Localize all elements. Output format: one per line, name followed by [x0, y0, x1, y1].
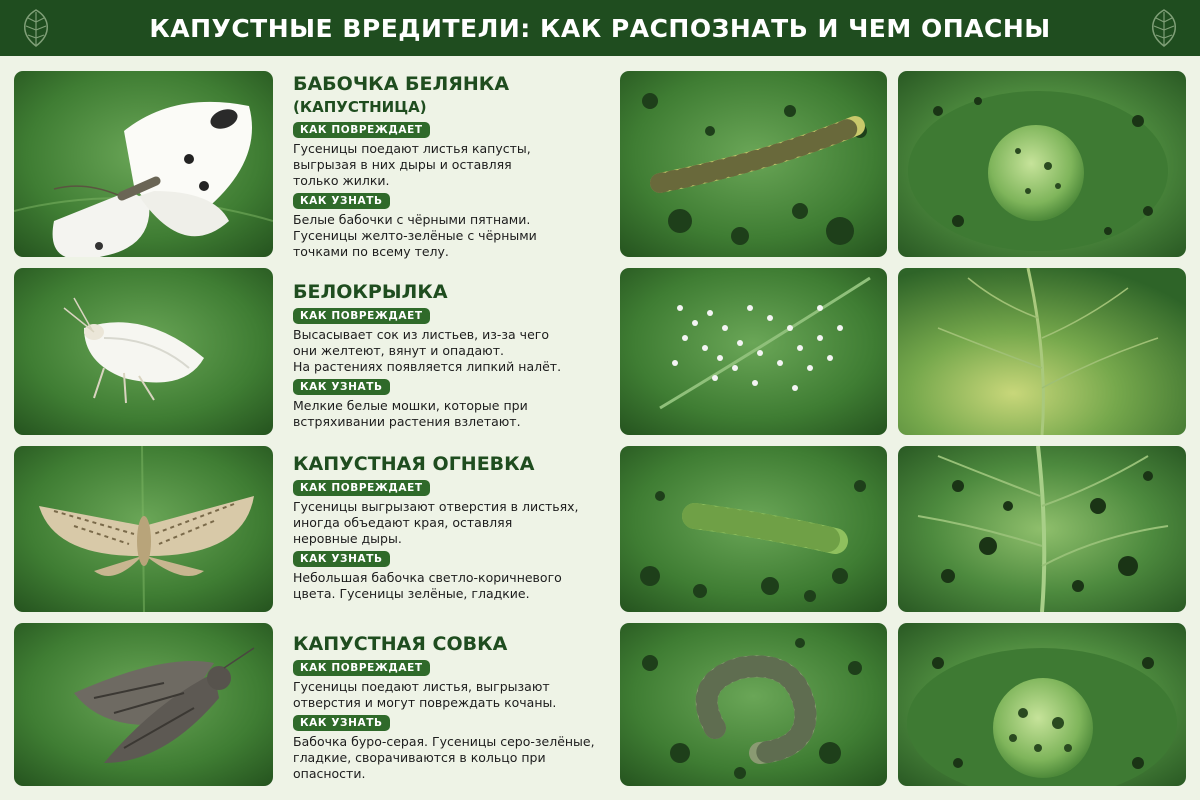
pest-alt-name: (КАПУСТНИЦА) — [293, 98, 427, 116]
owlet-moth-photo — [14, 623, 273, 786]
whitefly-colony-photo — [620, 268, 887, 435]
identify-description: Белые бабочки с чёрными пятнами. Гусеницы желто-зелёные с чёрными точками по всему телу. — [293, 212, 537, 259]
pest-name: БАБОЧКА БЕЛЯНКА — [293, 73, 510, 95]
identify-description: Мелкие белые мошки, которые при встряхивании растения взлетают. — [293, 398, 528, 429]
damage-description: Гусеницы поедают листья капусты, выгрызая в них дыры и оставляя только жилки. — [293, 141, 531, 188]
identify-badge: КАК УЗНАТЬ — [293, 551, 390, 567]
leaf-decoration-icon — [1142, 6, 1186, 50]
identify-description: Бабочка буро-серая. Гусеницы серо-зелёные, гладкие, сворачиваются в кольцо при опасности. — [293, 734, 595, 781]
leaf-decoration-icon — [14, 6, 58, 50]
whitefly-photo — [14, 268, 273, 435]
damage-badge: КАК ПОВРЕЖДАЕТ — [293, 122, 430, 138]
damage-description: Гусеницы поедают листья, выгрызают отверстия и могут повреждать кочаны. — [293, 679, 557, 710]
pest-name: КАПУСТНАЯ СОВКА — [293, 633, 508, 655]
butterfly-photo — [14, 71, 273, 257]
page-title: КАПУСТНЫЕ ВРЕДИТЕЛИ: КАК РАСПОЗНАТЬ И ЧЕМ ОПАСНЫ — [149, 13, 1051, 43]
pest-info-cabbage-armyworm — [293, 632, 611, 782]
holed-leaf-photo — [898, 446, 1186, 612]
damage-description: Высасывает сок из листьев, из-за чего они желтеют, вянут и опадают. На растениях появляется липкий налёт. — [293, 327, 562, 374]
damage-description: Гусеницы выгрызают отверстия в листьях, иногда объедают края, оставляя неровные дыры. — [293, 499, 579, 546]
header-bar — [0, 0, 1200, 56]
identify-badge: КАК УЗНАТЬ — [293, 379, 390, 395]
caterpillar-photo — [620, 71, 887, 257]
curled-caterpillar-photo — [620, 623, 887, 786]
yellowed-leaf-photo — [898, 268, 1186, 435]
identify-badge: КАК УЗНАТЬ — [293, 715, 390, 731]
damaged-cabbage-photo — [898, 71, 1186, 257]
pest-name: КАПУСТНАЯ ОГНЕВКА — [293, 453, 535, 475]
pest-info-whitefly — [293, 280, 611, 430]
pest-name: БЕЛОКРЫЛКА — [293, 281, 448, 303]
damage-badge: КАК ПОВРЕЖДАЕТ — [293, 308, 430, 324]
moth-photo — [14, 446, 273, 612]
damage-badge: КАК ПОВРЕЖДАЕТ — [293, 480, 430, 496]
damaged-cabbage-head-photo — [898, 623, 1186, 786]
pest-info-cabbage-moth — [293, 452, 611, 602]
green-caterpillar-photo — [620, 446, 887, 612]
damage-badge: КАК ПОВРЕЖДАЕТ — [293, 660, 430, 676]
identify-badge: КАК УЗНАТЬ — [293, 193, 390, 209]
identify-description: Небольшая бабочка светло-коричневого цвета. Гусеницы зелёные, гладкие. — [293, 570, 562, 601]
pest-info-cabbage-white — [293, 72, 611, 260]
